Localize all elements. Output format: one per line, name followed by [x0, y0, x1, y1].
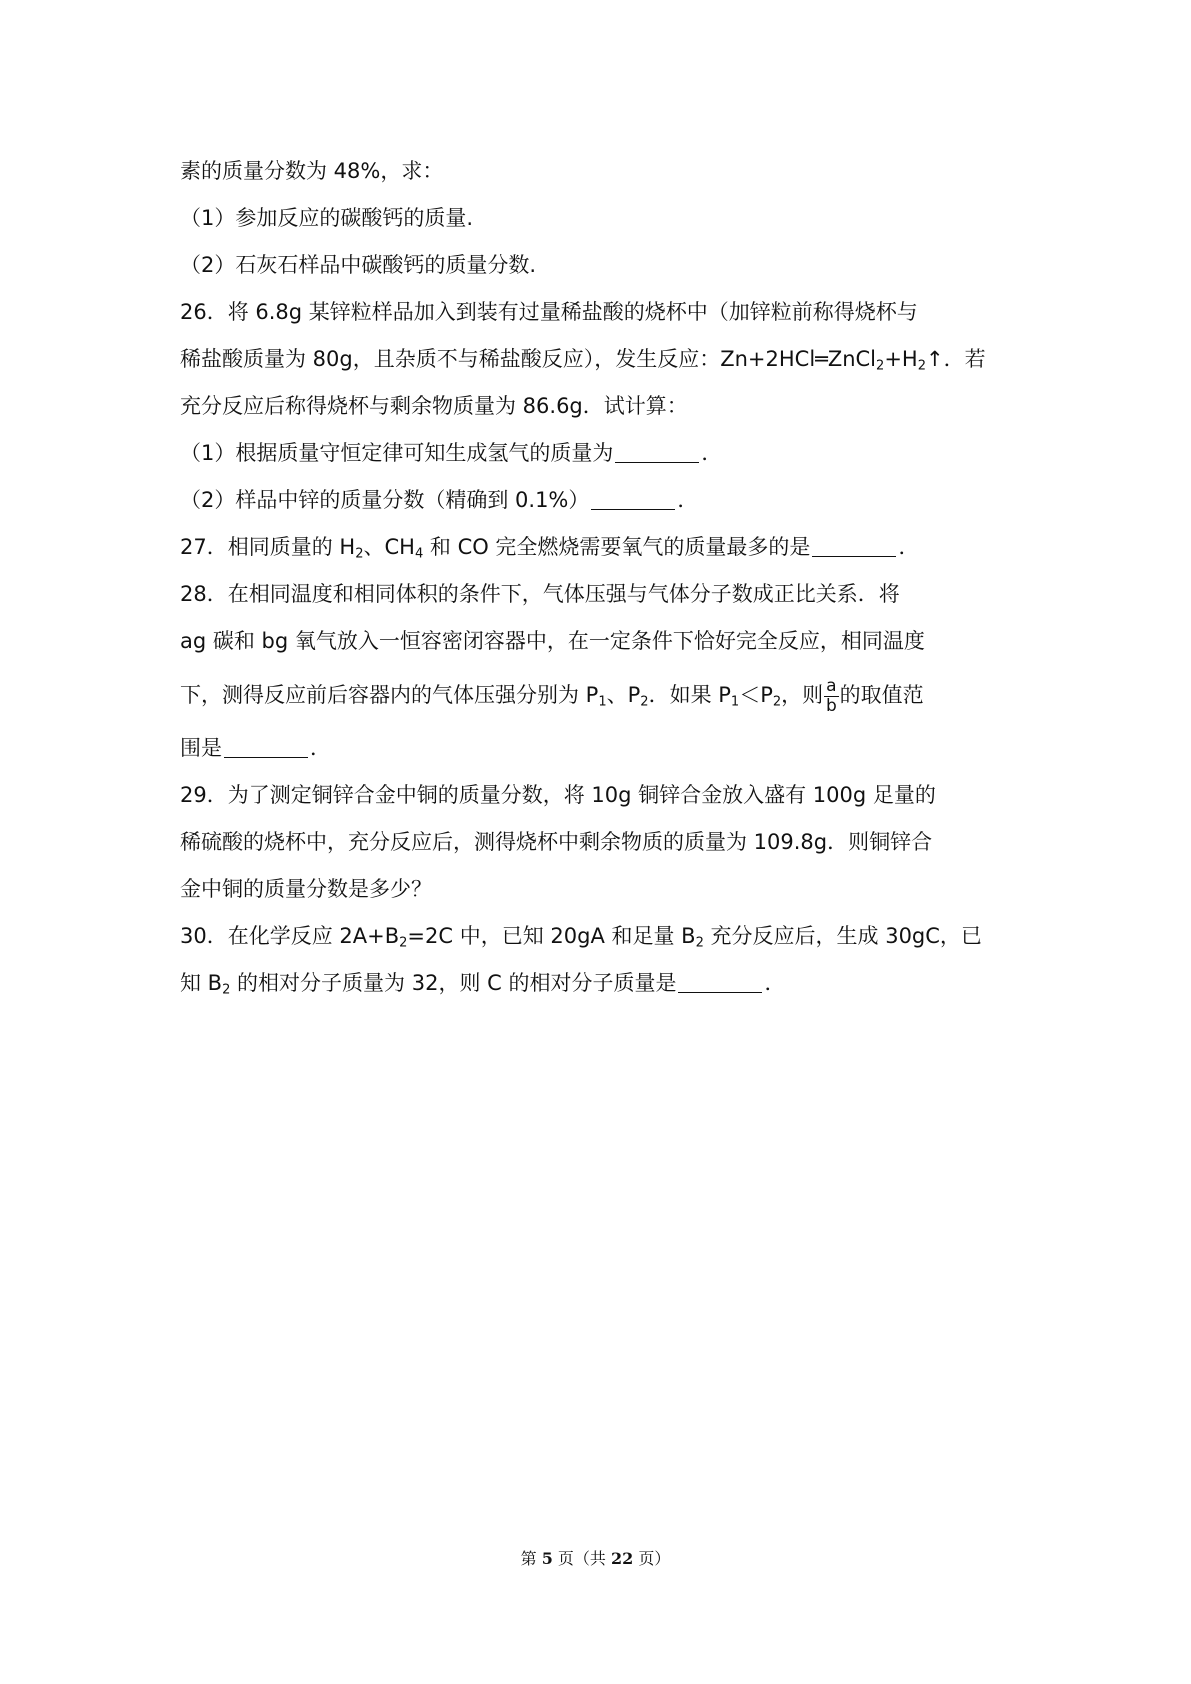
punctuation: ．: [764, 971, 786, 995]
q30-line1: [180, 913, 1020, 960]
answer-blank[interactable]: [224, 736, 308, 758]
q26-formula-zncl: ZnCl: [827, 347, 877, 371]
q28-text-p: 、P: [606, 683, 641, 707]
q25-sub2: [180, 242, 1020, 289]
fraction-numerator: a: [826, 675, 837, 696]
q29-line2: [180, 819, 1020, 866]
equation-arrow: ═: [815, 347, 828, 371]
q28-line4: [180, 725, 1020, 772]
q29-line3-text: 金中铜的质量分数是多少？: [180, 877, 432, 901]
q28-line1: [180, 571, 1020, 618]
q26-line2: [180, 336, 1020, 383]
q30-line1-text: 30．在化学反应 2A+B: [180, 924, 400, 948]
q26-sub1-text: （1）根据质量守恒定律可知生成氢气的质量为: [180, 441, 614, 465]
q28-text-then: ，则: [781, 683, 824, 707]
punctuation: ．: [310, 736, 331, 760]
q26-line3: [180, 383, 1020, 430]
q30-line2-text: 知 B: [180, 971, 223, 995]
q28-text-range: 的取值范: [839, 683, 924, 707]
fraction-a-over-b: [824, 675, 838, 716]
q29-line2-text: 稀硫酸的烧杯中，充分反应后，测得烧杯中剩余物质的质量为 109.8g．则铜锌合: [180, 830, 933, 854]
q28-line3: [180, 665, 1020, 725]
q27-text: 27．相同质量的 H: [180, 535, 356, 559]
q29-line3: [180, 866, 1020, 913]
q28-text-lt: ＜P: [739, 683, 773, 707]
q25-line1: [180, 148, 1020, 195]
q28-line4-text: 围是: [180, 736, 222, 760]
q29-line1: [180, 772, 1020, 819]
q26-line1: [180, 289, 1020, 336]
page-footer: [0, 1546, 1191, 1569]
page-number: 5: [541, 1549, 553, 1568]
question-content: [180, 148, 1020, 1007]
subscript: 4: [414, 546, 424, 562]
answer-blank[interactable]: [812, 535, 896, 557]
q28-line3-text: 下，测得反应前后容器内的气体压强分别为 P: [180, 683, 599, 707]
q29-line1-text: 29．为了测定铜锌合金中铜的质量分数，将 10g 铜锌合金放入盛有 100g 足量的: [180, 783, 936, 807]
answer-blank[interactable]: [591, 488, 675, 510]
q27-line1: [180, 524, 1020, 571]
q30-text-mid: =2C 中，已知 20gA 和足量 B: [407, 924, 696, 948]
q26-line2-end: ↑．若: [925, 347, 986, 371]
q26-sub2-text: （2）样品中锌的质量分数（精确到 0.1%）: [180, 488, 590, 512]
q27-text-rest: 和 CO 完全燃烧需要氧气的质量最多的是: [423, 535, 811, 559]
punctuation: ．: [677, 488, 699, 512]
q30-line2: [180, 960, 1020, 1007]
q28-line1-text: 28．在相同温度和相同体积的条件下，气体压强与气体分子数成正比关系．将: [180, 582, 900, 606]
q26-line2-text: 稀盐酸质量为 80g，且杂质不与稀盐酸反应），发生反应：Zn+2HCl: [180, 347, 816, 371]
total-pages: 22: [611, 1549, 634, 1568]
footer-mid: 页（共: [552, 1549, 612, 1568]
punctuation: ．: [701, 441, 723, 465]
q26-sub2: [180, 477, 1020, 524]
punctuation: ．: [898, 535, 920, 559]
subscript: 2: [772, 694, 782, 710]
q25-sub1: [180, 195, 1020, 242]
subscript: 2: [222, 982, 231, 998]
q28-text-if: ．如果 P: [648, 683, 731, 707]
q26-formula-h: +H: [884, 347, 918, 371]
q28-line2: [180, 618, 1020, 665]
fraction-denominator: b: [825, 695, 837, 716]
footer-suffix: 页）: [633, 1549, 671, 1568]
q30-text-rest: 充分反应后，生成 30gC，已: [703, 924, 982, 948]
q25-sub2-text: （2）石灰石样品中碳酸钙的质量分数.: [180, 253, 537, 277]
q25-sub1-text: （1）参加反应的碳酸钙的质量.: [180, 206, 474, 230]
q26-sub1: [180, 430, 1020, 477]
footer-prefix: 第: [520, 1549, 542, 1568]
subscript: 1: [598, 694, 607, 710]
q28-line2-text: ag 碳和 bg 氧气放入一恒容密闭容器中，在一定条件下恰好完全反应，相同温度: [180, 629, 925, 653]
subscript: 2: [695, 935, 704, 951]
q26-line1-text: 26．将 6.8g 某锌粒样品加入到装有过量稀盐酸的烧杯中（加锌粒前称得烧杯与: [180, 300, 918, 324]
answer-blank[interactable]: [615, 441, 699, 463]
q27-text-ch: 、CH: [363, 535, 415, 559]
subscript: 2: [917, 358, 926, 374]
answer-blank[interactable]: [678, 971, 762, 993]
subscript: 2: [355, 546, 364, 562]
subscript: 2: [876, 358, 885, 374]
subscript: 1: [730, 694, 740, 710]
q26-line3-text: 充分反应后称得烧杯与剩余物质量为 86.6g．试计算：: [180, 394, 688, 418]
subscript: 2: [399, 935, 408, 951]
q25-text: 素的质量分数为 48%，求：: [180, 159, 444, 183]
subscript: 2: [640, 694, 649, 710]
q30-line2-rest: 的相对分子质量为 32，则 C 的相对分子质量是: [230, 971, 677, 995]
